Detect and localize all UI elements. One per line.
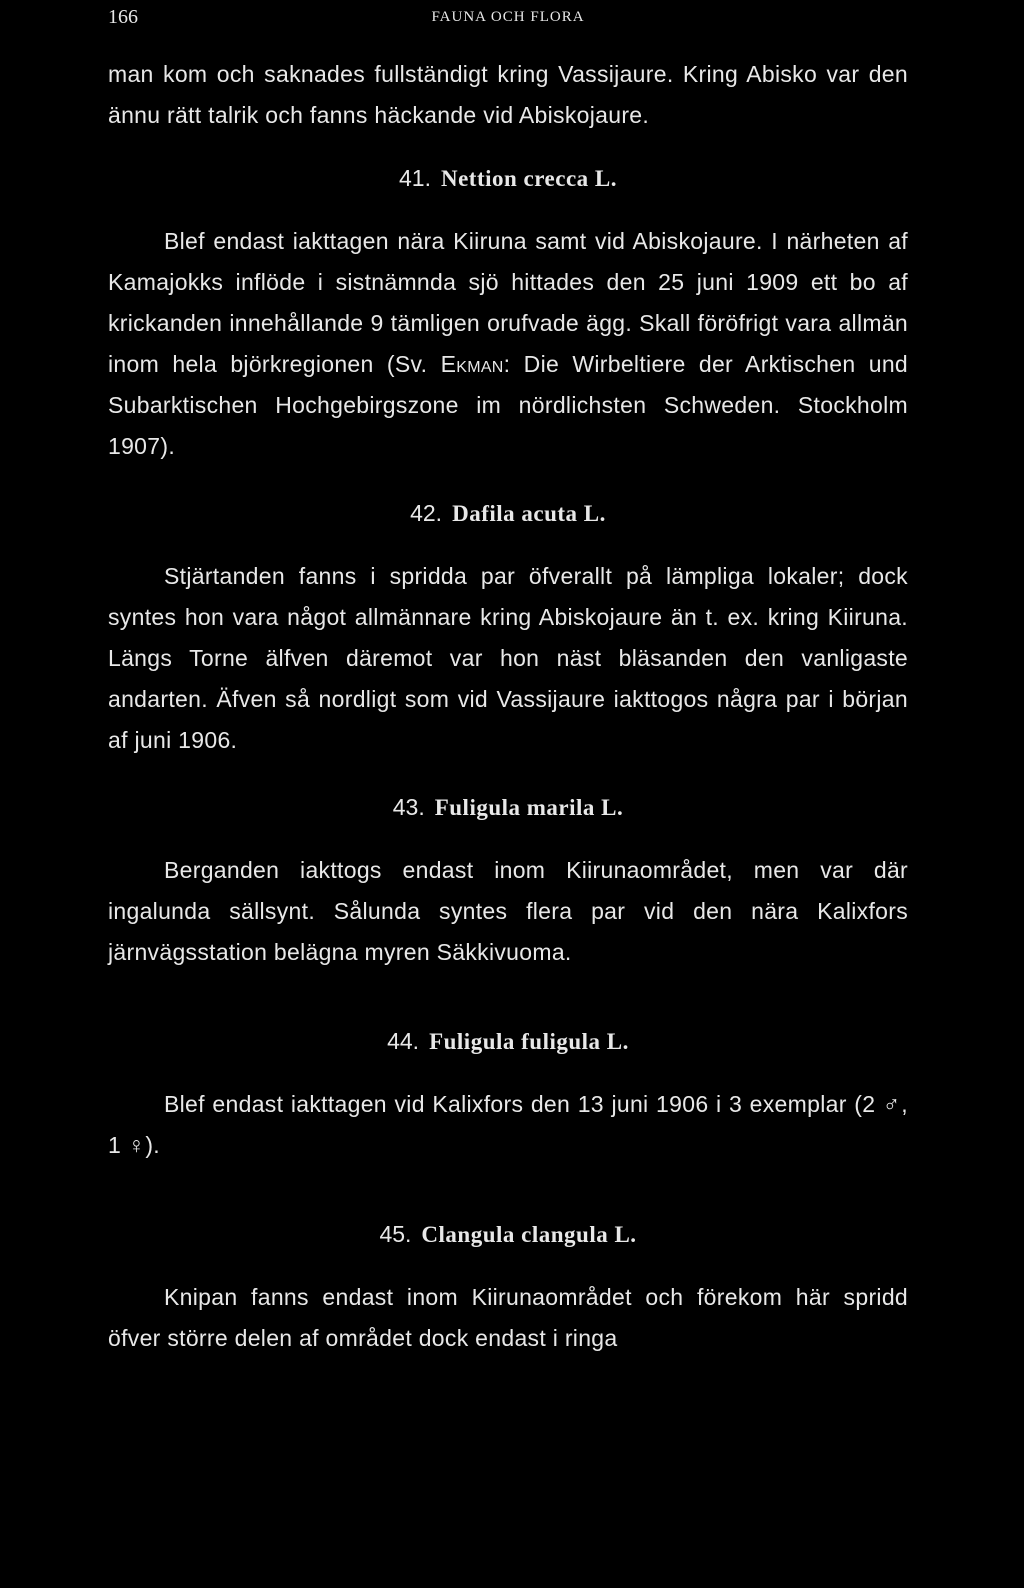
species-heading-45	[108, 1214, 908, 1255]
species-name: Dafila acuta L.	[452, 501, 606, 526]
species-paragraph-45: Knipan fanns endast inom Kiirunaområdet och förekom här spridd öfver större delen af området dock endast i ringa	[108, 1284, 908, 1351]
species-paragraph-44: Blef endast iakttagen vid Kalixfors den 13 juni 1906 i 3 exemplar (2 ♂, 1 ♀).	[108, 1091, 908, 1158]
running-title: FAUNA OCH FLORA	[431, 9, 585, 25]
species-name: Fuligula marila L.	[434, 795, 624, 820]
species-heading-43	[108, 787, 908, 828]
species-paragraph-43: Berganden iakttogs endast inom Kiirunaområdet, men var där ingalunda sällsynt. Sålunda syntes flera par vid den nära Kalixfors järnvägsstation belägna myren Säkkivuoma.	[108, 857, 908, 965]
body-text	[108, 54, 908, 1359]
species-name: Fuligula fuligula L.	[429, 1029, 629, 1054]
species-number: 45.	[379, 1221, 412, 1247]
species-number: 43.	[392, 794, 425, 820]
species-number: 44.	[387, 1028, 420, 1054]
species-paragraph-42: Stjärtanden fanns i spridda par öfverallt på lämpliga lokaler; dock syntes hon vara något allmännare kring Abiskojaure än t. ex. kring Kiiruna. Längs Torne älfven däremot var hon näst bläsanden den vanligaste andarten. Äfven så nordligt som vid Vassijaure iakttogos några par i början af juni 1906.	[108, 563, 908, 753]
page-number: 166	[108, 6, 138, 28]
paragraph-text-continued: : Die Wirbeltiere der Arktischen und Subarktischen Hochgebirgszone im nördlichsten Schweden. Stockholm 1907).	[108, 351, 908, 459]
running-head	[108, 6, 908, 30]
species-paragraph-41	[108, 221, 908, 467]
species-number: 41.	[398, 165, 431, 191]
species-name: Clangula clangula L.	[421, 1222, 637, 1247]
species-heading-44	[108, 1021, 908, 1062]
author-name: Ekman	[440, 351, 504, 377]
species-heading-42	[108, 493, 908, 534]
species-name: Nettion crecca L.	[440, 166, 618, 191]
paragraph-text: Blef endast iakttagen nära Kiiruna samt vid Abiskojaure. I närheten af Kamajokks inflöde i sistnämnda sjö hittades den 25 juni 1909 ett bo af krickanden innehållande 9 tämligen orufvade ägg. Skall föröfrigt vara allmän inom hela björkregionen (Sv.	[108, 228, 908, 377]
species-number: 42.	[410, 500, 443, 526]
continuation-paragraph: man kom och saknades fullständigt kring Vassijaure. Kring Abisko var den ännu rätt talrik och fanns häckande vid Abiskojaure.	[108, 61, 908, 128]
species-heading-41	[108, 158, 908, 199]
